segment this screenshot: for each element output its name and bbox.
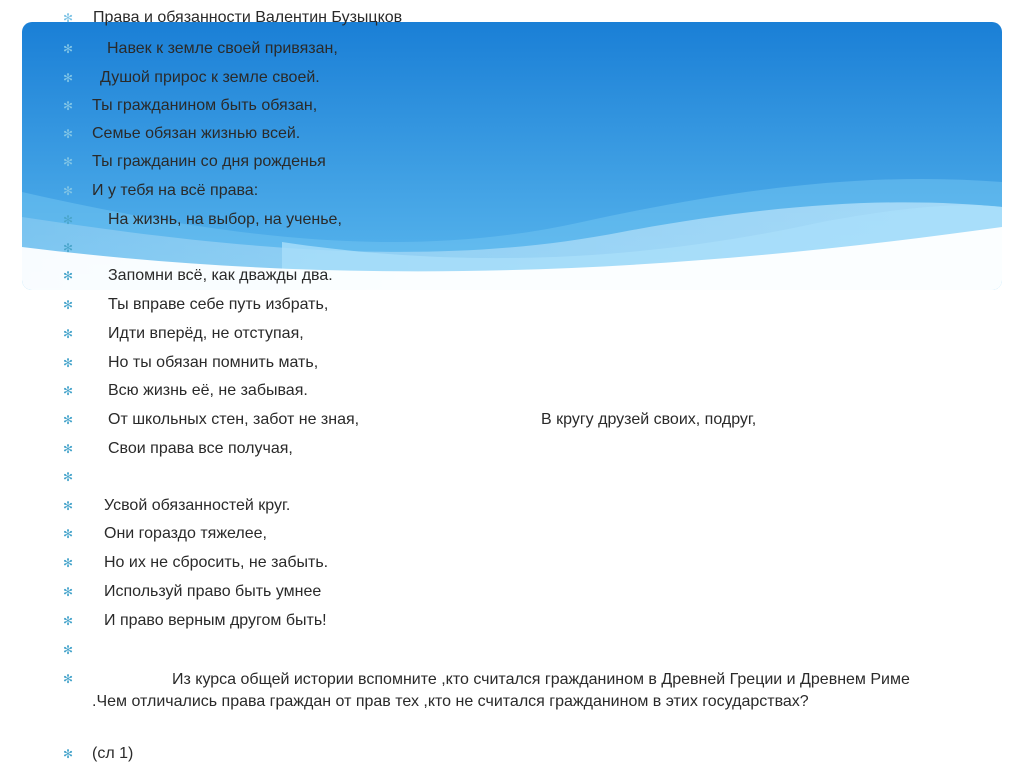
bullet-icon: ✻ [62, 384, 74, 398]
bullet-icon: ✻ [62, 585, 74, 599]
poem-title: Права и обязанности Валентин Бузыцков [93, 9, 403, 26]
bullet-icon: ✻ [62, 672, 74, 686]
bullet-icon: ✻ [62, 11, 74, 25]
poem-line-text: Запомни всё, как дважды два. [108, 267, 333, 284]
poem-line-text: Но их не сбросить, не забыть. [104, 554, 329, 571]
poem-side-line: В кругу друзей своих, подруг, [541, 411, 757, 428]
poem-line-text: Семье обязан жизнью всей. [92, 125, 301, 142]
bullet-icon: ✻ [62, 127, 74, 141]
bullet-icon: ✻ [62, 213, 74, 227]
bullet-icon: ✻ [62, 155, 74, 169]
bullet-icon: ✻ [62, 71, 74, 85]
poem-line-text: Усвой обязанностей круг. [104, 497, 291, 514]
poem-line-text: Они гораздо тяжелее, [104, 525, 267, 542]
poem-line-text: Навек к земле своей привязан, [107, 40, 338, 57]
bullet-icon: ✻ [62, 556, 74, 570]
poem-line-text: Ты гражданин со дня рожденья [92, 153, 326, 170]
bullet-icon: ✻ [62, 184, 74, 198]
poem-line-text: Ты вправе себе путь избрать, [108, 296, 329, 313]
poem-line-text: Всю жизнь её, не забывая. [108, 382, 308, 399]
bullet-icon: ✻ [62, 413, 74, 427]
bullet-icon: ✻ [62, 442, 74, 456]
poem-line-text: От школьных стен, забот не зная, [108, 411, 360, 428]
bullet-icon: ✻ [62, 747, 74, 761]
bullet-icon: ✻ [62, 527, 74, 541]
bullet-icon: ✻ [62, 298, 74, 312]
bullet-icon: ✻ [62, 470, 74, 484]
bullet-icon: ✻ [62, 99, 74, 113]
bullet-icon: ✻ [62, 241, 74, 255]
poem-line-text: На жизнь, на выбор, на ученье, [108, 211, 342, 228]
bullet-icon: ✻ [62, 614, 74, 628]
bullet-icon: ✻ [62, 42, 74, 56]
bullet-icon: ✻ [62, 643, 74, 657]
bullet-icon: ✻ [62, 269, 74, 283]
bullet-icon: ✻ [62, 356, 74, 370]
poem-line-text: Но ты обязан помнить мать, [108, 354, 319, 371]
poem-line-text: Идти вперёд, не отступая, [108, 325, 304, 342]
poem-line-text: Используй право быть умнее [104, 583, 322, 600]
poem-line-text: Ты гражданином быть обязан, [92, 97, 318, 114]
poem-line-text: И у тебя на всё права: [92, 182, 259, 199]
bullet-icon: ✻ [62, 327, 74, 341]
task-ref: (сл 1) [92, 745, 134, 762]
poem-line-text: Свои права все получая, [108, 440, 293, 457]
poem-line-text: Душой прирос к земле своей. [100, 69, 320, 86]
task-question: Из курса общей истории вспомните ,кто считался гражданином в Древней Греции и Древнем Риме .Чем отличались права граждан от прав тех ,кто не считался гражданином в этих государствах? [92, 671, 910, 710]
bullet-icon: ✻ [62, 499, 74, 513]
poem-line-text: И право верным другом быть! [104, 612, 327, 629]
